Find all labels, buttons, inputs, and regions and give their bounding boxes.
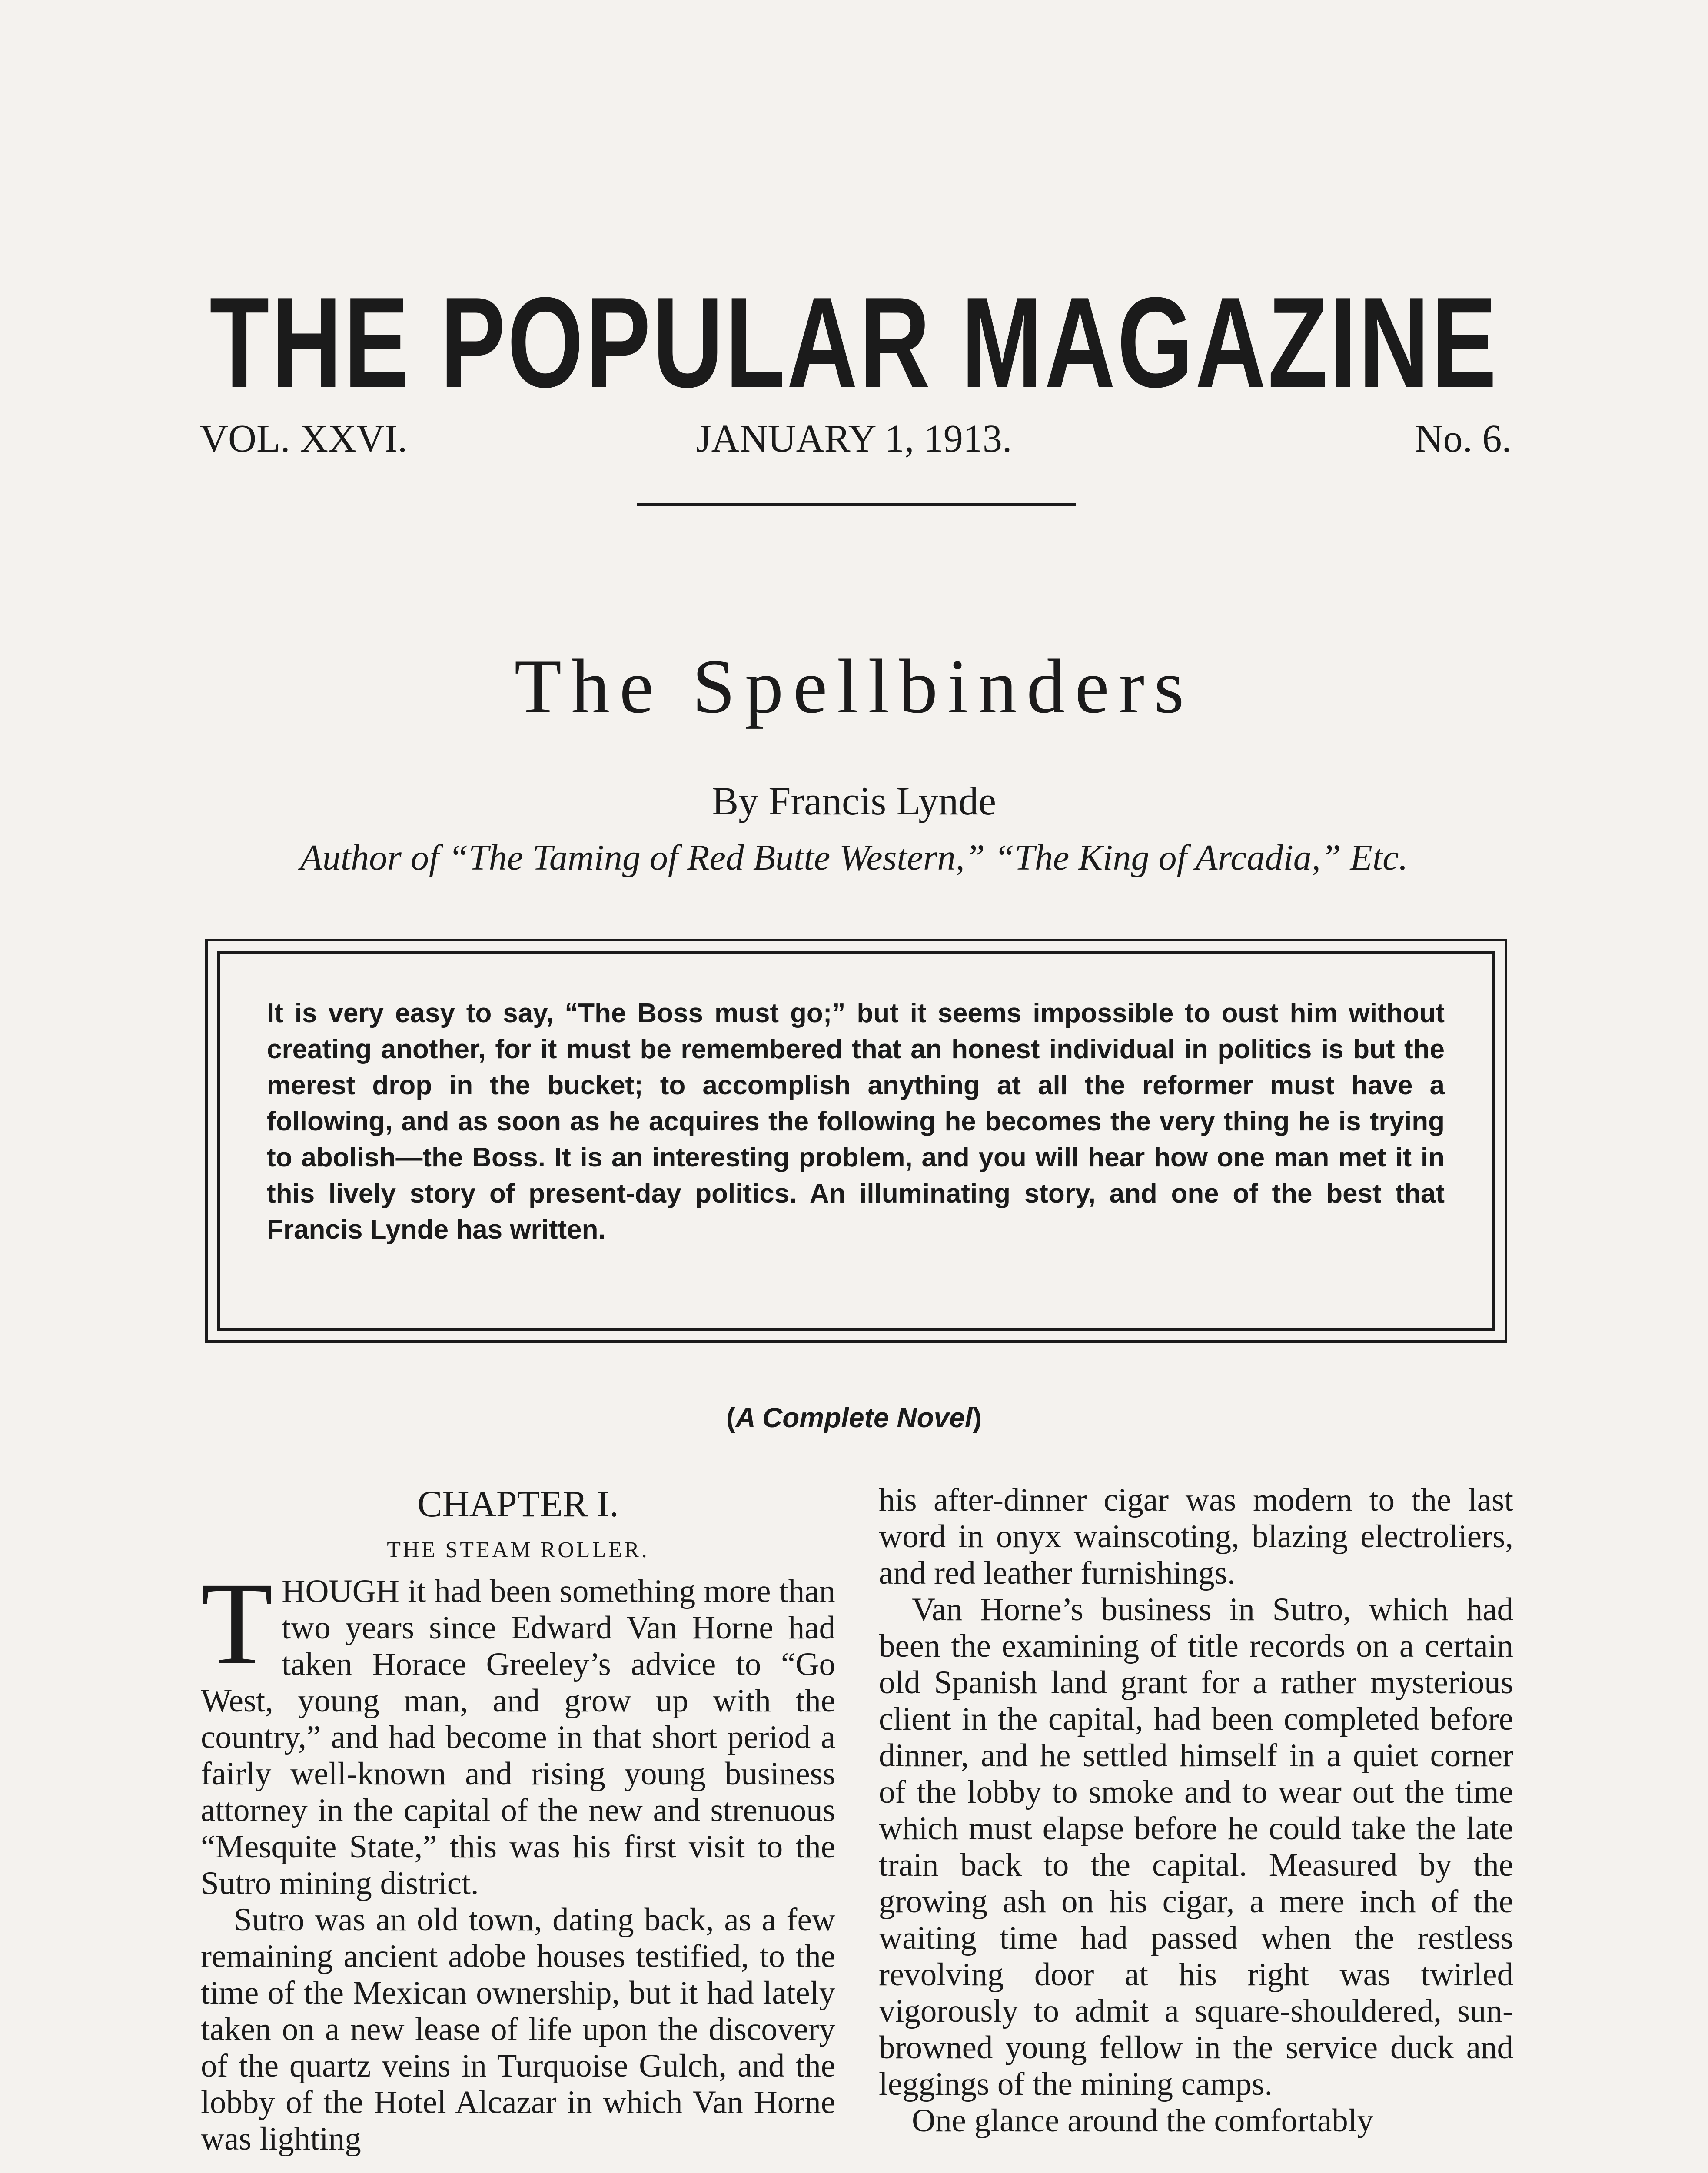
- synopsis-text: It is very easy to say, “The Boss must go;” but it seems impossible to oust him without creating another, for it must be remembered that an honest individual in politics is but the merest drop in the bucket; to accomplish anything at all the reformer must have a following, and as soon as he acquires the following he becomes the very thing he is trying to abolish—the Boss. It is an interesting problem, and you will hear how one man met it in this lively story of present-day politics. An illuminating story, and one of the best that Francis Lynde has written.: [267, 998, 1445, 1245]
- paragraph-4: One glance around the comfortably: [912, 2103, 1374, 2139]
- masthead-rule: [637, 503, 1076, 506]
- issue-number: No. 6.: [1415, 417, 1512, 460]
- magazine-masthead: THE POPULAR MAGAZINE: [209, 270, 1499, 414]
- paren-close: ): [972, 1402, 982, 1433]
- paragraph-1-text: HOUGH it had been something more than two years since Edward Van Horne had taken Horace Greeley’s advice to “Go West, young man, and grow up with the country,” and had become in that short period a fairly well-known and rising young business attorney in the capital of the new and strenuous “Mesquite State,” this was his first visit to the Sutro mining district.: [201, 1573, 835, 1901]
- text-column-left: [201, 1482, 835, 2157]
- complete-novel-text: A Complete Novel: [735, 1402, 973, 1433]
- paragraph-1: [201, 1558, 835, 1902]
- paren-open: (: [726, 1402, 736, 1433]
- byline: By Francis Lynde: [711, 779, 997, 823]
- paragraph-2: Sutro was an old town, dating back, as a few remaining ancient adobe houses testified, to the time of the Mexican ownership, but it had lately taken on a new lease of life upon the discovery of the quartz veins in Turquoise Gulch, and the lobby of the Hotel Alcazar in which Van Horne was lighting: [201, 1902, 835, 2157]
- paragraph-3: Van Horne’s business in Sutro, which had been the examining of title records on a certain old Spanish land grant for a rather mysterious client in the capital, had been completed before dinner, and he settled himself in a quiet corner of the lobby to smoke and to wear out the time which must elapse before he could take the late train back to the capital. Measured by the growing ash on his cigar, a mere inch of the waiting time had passed when the restless revolving door at his right was twirled vigorously to admit a square-shouldered, sun-browned young fellow in the service duck and leggings of the mining camps.: [879, 1592, 1513, 2102]
- volume-label: VOL. XXVI.: [200, 417, 408, 460]
- paragraph-2-continued: his after-dinner cigar was modern to the last word in onyx wainscoting, blazing electroliers, and red leather furnishings.: [879, 1482, 1513, 1591]
- chapter-heading: CHAPTER I.: [417, 1483, 619, 1525]
- chapter-subheading: THE STEAM ROLLER.: [387, 1538, 649, 1562]
- story-title: The Spellbinders: [514, 643, 1194, 729]
- issue-date: JANUARY 1, 1913.: [696, 417, 1012, 460]
- author-credits: Author of “The Taming of Red Butte Western,” “The King of Arcadia,” Etc.: [300, 837, 1408, 878]
- text-column-right: [879, 1482, 1513, 2139]
- drop-cap: T: [201, 1558, 273, 1689]
- complete-novel-label: [0, 1402, 1708, 1434]
